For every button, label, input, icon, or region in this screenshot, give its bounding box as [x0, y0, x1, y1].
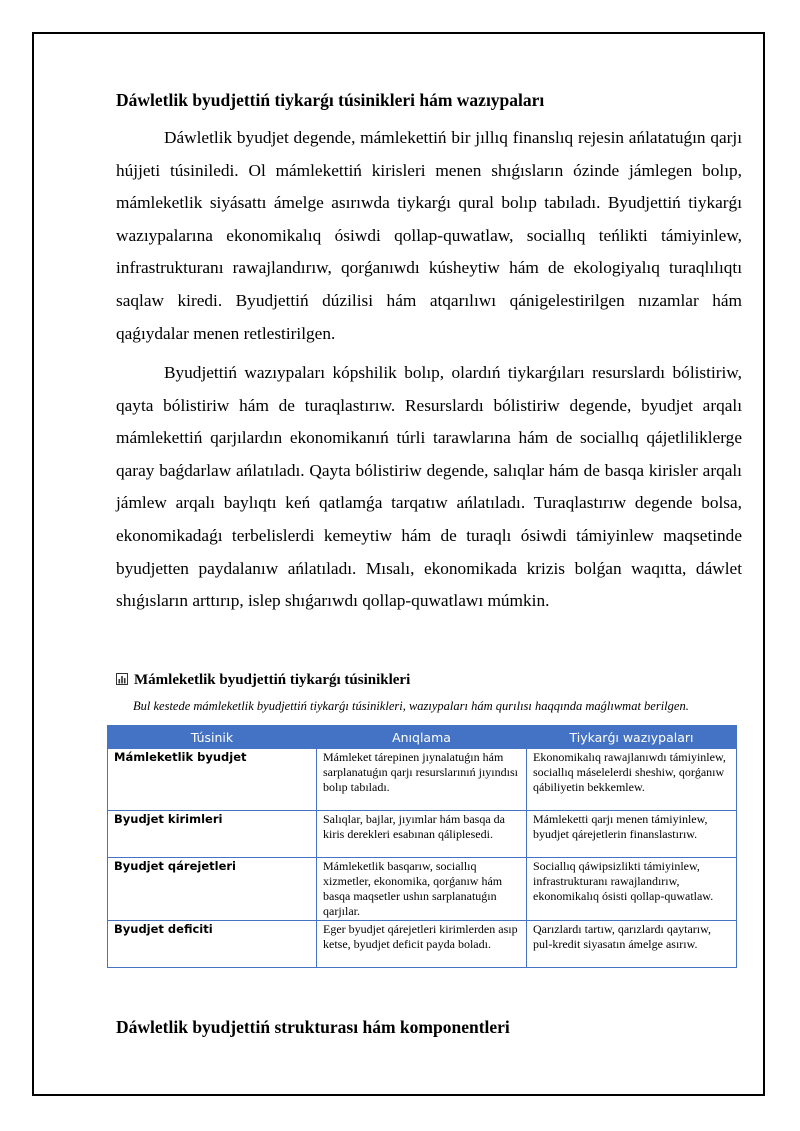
table-cell-definition: Salıqlar, bajlar, jıyımlar hám basqa da kiris derekleri esabınan qáliplesedi. [317, 811, 527, 858]
table-row [108, 921, 737, 968]
table-row [108, 858, 737, 921]
paragraph-definition: Dáwletlik byudjet degende, mámlekettiń bir jıllıq finanslıq rejesin ańlatatuǵın qarjı hújjeti túsiniledi. Ol mámlekettiń kirisleri menen shıǵısların ózinde jámlegen bolıp, mámleketlik siyásattı ámelge asırıwda tiykarǵı qural bolıp tabıladı. Byudjettiń tiykarǵı wazıypalarına ekonomikalıq ósiwdi qollap-quwatlaw, sociallıq teńlikti támiyinlew, infrastrukturanı rawajlandırıw, qorǵanıwdı kúsheytiw hám de ekologiyalıq turaqlılıqtı saqlaw kiredi. Byudjettiń dúzilisi hám atqarılıwı qánigelestirilgen nızamlar hám qaǵıydalar menen retlestirilgen. [116, 128, 742, 343]
table-cell-definition: Eger byudjet qárejetleri kirimlerden asıp ketse, byudjet deficit payda boladı. [317, 921, 527, 968]
paragraph-functions: Byudjettiń wazıypaları kópshilik bolıp, olardıń tiykarǵıları resurslardı bólistiriw, qayta bólistiriw hám de turaqlastırıw. Resurslardı bólistiriw degende, byudjet arqalı mámlekettiń qarjılardın ekonomikanıń túrli tarawlarına hám de sociallıq qájetliliklerge qaray baǵdarlaw ańlatıladı. Qayta bólistiriw degende, salıqlar hám de basqa kirisler arqalı jámlew arqalı baylıqtı keń qatlamǵa tarqatıw ańlatıladı. Turaqlastırıw degende bolsa, ekonomikadaǵı terbelislerdi kemeytiw hám de turaqlı ósiwdi támiyinlew maqsetinde byudjetten paydalanıw ańlatıladı. Mısalı, ekonomikada krizis bolǵan waqıtta, dáwlet shıǵısların arttırıp, islep shıǵarıwdı qollap-quwatlawı múmkin. [116, 363, 742, 611]
table-row [108, 811, 737, 858]
bar-chart-icon [116, 673, 128, 685]
section-heading-structure: Dáwletlik byudjettiń strukturası hám komponentleri [116, 1017, 510, 1037]
column-header-definition: Anıqlama [317, 726, 527, 749]
table-cell-term: Byudjet qárejetleri [108, 858, 317, 921]
table-cell-functions: Ekonomikalıq rawajlanıwdı támiyinlew, sociallıq máselelerdi sheshiw, qorǵanıw qábiliyetin bekkemlew. [527, 749, 737, 811]
table-cell-definition: Mámleketlik basqarıw, sociallıq xizmetler, ekonomika, qorǵanıw hám basqa maqsetler ushın sarplanatuǵın qarjılar. [317, 858, 527, 921]
table-cell-functions: Sociallıq qáwipsizlikti támiyinlew, infrastrukturanı rawajlandırıw, ekonomikalıq ósisti qollap-quwatlaw. [527, 858, 737, 921]
table-cell-term: Mámleketlik byudjet [108, 749, 317, 811]
section-heading-basics: Dáwletlik byudjettiń tiykarǵı túsinikleri hám wazıypaları [116, 90, 545, 110]
table-caption [116, 670, 736, 690]
table-cell-functions: Qarızlardı tartıw, qarızlardı qaytarıw, pul-kredit siyasatın ámelge asırıw. [527, 921, 737, 968]
table-caption-text: Mámleketlik byudjettiń tiykarǵı túsinikleri [134, 672, 411, 688]
column-header-functions: Tiykarǵı wazıypaları [527, 726, 737, 749]
table-description: Bul kestede mámleketlik byudjettiń tiykarǵı túsinikleri, wazıypaları hám qurılısı haqqında maǵlıwmat berilgen. [133, 699, 689, 713]
table-header-row [108, 726, 737, 749]
table-cell-definition: Mámleket tárepinen jıynalatuǵın hám sarplanatuǵın qarjı resurslarınıń jıyındısı bolıp tabıladı. [317, 749, 527, 811]
table-cell-functions: Mámleketti qarjı menen támiyinlew, byudjet qárejetlerin finanslastırıw. [527, 811, 737, 858]
table-cell-term: Byudjet kirimleri [108, 811, 317, 858]
concepts-table [107, 725, 737, 968]
table-cell-term: Byudjet deficiti [108, 921, 317, 968]
table-row [108, 749, 737, 811]
column-header-concept: Túsinik [108, 726, 317, 749]
